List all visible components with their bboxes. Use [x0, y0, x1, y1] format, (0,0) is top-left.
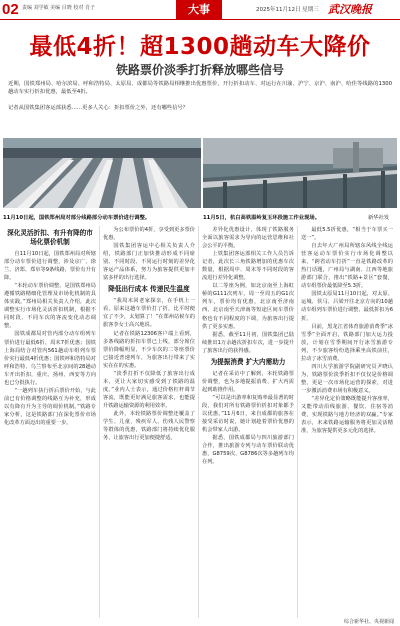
section-heading: 降低出行成本 传递民生温度 [108, 285, 190, 294]
article-column-2 [103, 226, 195, 442]
column-divider [99, 226, 100, 618]
masthead-bar [0, 0, 400, 20]
paragraph: 自去年大广州局所辖东风线全线运营客运动车票价实行市场化调整以来，“跨省动车打折”一直是铁路改革的热门话题，广州局与湖南、江西等地旅游部门联合，推出“铁路+景区”套餐，动车组票价最低降至5.3折。 [301, 243, 393, 290]
page-number: 02 [2, 1, 19, 18]
paragraph: 最低5.5折优惠，“相当于车票买一送一”。 [301, 227, 393, 242]
section-heading: 深化灵活折扣、有升有降的市场化票价机制 [7, 229, 93, 246]
paragraph: 上铁集团客运部相关工作人员告诉记者，此次长三角铁路增加的优惠车次数量，根据周中、周末等不同时段的客流进行差异化调整。 [202, 251, 294, 282]
paragraph: 以二等座为例，如北京南至上海虹桥的G111次列车，周一至周五的G1次列车，票价均有优惠，北京南至济南西、北京南至天津南等短途区间车票价格也有不同程度的下调，为旅客出行提供了更多实惠。 [202, 283, 294, 330]
article-column-1 [4, 226, 96, 427]
photo-railway-construction [203, 138, 397, 208]
paragraph: “可以是出游率和复购率最显著的时段，我们对所有铁路票价折扣对象都予以优惠。”11月6日，来自成都的旅客在接受采访时说，她计划趁着票价优惠的机会带家人出游。 [202, 394, 294, 434]
subheadline: 铁路票价淡季打折释放哪些信号 [115, 63, 284, 77]
paragraph: 为公布票价的4折，享受到更多票价优惠。 [103, 227, 195, 242]
paragraph: 据悉，国铁成都局与四川旅游部门合作，推出旅游专列与动车票价联动优惠，G8759次、G8786次等多趟列车均在列。 [202, 435, 294, 466]
photo-train-station [3, 138, 201, 208]
article-column-4 [301, 226, 393, 435]
paragraph: “我周末回老家探亲，在手机上一看，原来这趟车票价打了折，比平时便宜了不少，太划算了！”在郑州站候车的旅客李女士高兴地说。 [103, 298, 195, 329]
paragraph: 记者在采访中了解到，本轮铁路票价调整，也为多地提振消费、扩大内需起到助推作用。 [202, 370, 294, 393]
paragraph: “一趟列车执行折后票价开始，与此前已有价格调整的线路互为补充，形成以有降有升为主导的调价机制。”铁路专家分析，这是铁路部门在深化票价市场化改革方面迈出的重要一步。 [4, 387, 96, 426]
paragraph: 四川大学旅游学院副研究员尹晓认为，铁路票价淡季折扣不仅仅是价格调整，更是一次市场化运营的探索，对进一步激活消费市场有积极意义。 [301, 363, 393, 394]
column-divider [297, 226, 298, 618]
paragraph: 国铁太原局11月10日起，对太原、运城、侯马、吕梁开往北京方向的10趟动车组列车票价进行调整，最低折扣为6折。 [301, 291, 393, 322]
editor-credits: 责编 刘学敏 美编 目晓 校对 肖子 [22, 5, 95, 11]
section-tag: 大事 [176, 0, 222, 20]
paragraph: “淡季打折不仅降低了旅客出行成本，更让大家切实感受到了铁路的温度。”业内人士表示，通过价格杠杆调节客流，既能更好满足旅客需求，也能提升铁路运输资源的利用效率。 [103, 370, 195, 409]
issue-date: 2025年11月12日 星期三 [256, 7, 319, 13]
paragraph: 国铁集团客运中心相关负责人介绍，铁路部门正加快推动形成不同席别、不同时段、不同运行时刻的差异化客运产品体系，努力为旅客提供更加丰富多样的出行选择。 [103, 243, 195, 282]
intro-note: 记者从国铁集团客运部获悉……更多人关心：折扣票价之外，还有哪些信号？ [8, 105, 189, 111]
paragraph: 目前，黑龙江省体育旅游消费季“冰雪季”全面开启，铁路部门加大运力投放，计划在雪季期间开行冰雪旅游专列，不少旅客纷纷选择乘坐高铁前往，拉动了冰雪消费。 [301, 323, 393, 362]
paragraph: 自11月10日起，国铁郑州局对所辖部分动车票价进行调整，涉及京广、徐兰、济郑、郑阜等9条线路，票价有升有降。 [4, 251, 96, 282]
source-footer: 综合新华社、央视新闻 [343, 619, 394, 625]
article-column-3 [202, 226, 294, 466]
paragraph: 据悉，截至11月初，国铁集团已陆续推出1万余趟次折扣车次，进一步提升了旅客出行的获得感。 [202, 331, 294, 354]
headline: 最低4折！超1300趟动车大降价 [29, 34, 371, 60]
paragraph: “差异化定价策略既能提升客座率，又能带动沿线旅游、餐饮、住宿等消费，实现铁路与地方经济的双赢。”专家表示，未来铁路运输服务将更加灵活精准，为旅客提供更多元化的选择。 [301, 395, 393, 435]
photo-caption-left: 11月10日起，国铁郑州局对部分线路部分动车票价进行调整。 [3, 215, 151, 221]
paper-logo: 武汉晚报 [328, 3, 372, 16]
photo-credit: 新华社发 [368, 215, 390, 221]
photo-caption-right: 11月5日，杭白高铁温岭复玉环段施工作业现场。 [203, 215, 320, 221]
intro-text: 近期，国铁郑州局、哈尔滨局、呼和浩特局、太原局、成都局等铁路局相继推出优惠票价，开行折扣动车、对运行在川渝、沪宁、京沪、南沪、哈佳等线路的1300趟动车实行折扣优惠，最低至4折。 [8, 81, 392, 95]
paragraph: 差异化优惠设计，体现了铁路服务全面以旅客需求为导向的运营思维和社会公平的平衡。 [202, 227, 294, 250]
paragraph: 此外，本轮铁路票价调整还覆盖了学生、儿童、残疾军人、伤残人民警察等群体的优惠，铁路部门将持续优化服务，让旅客出行更加便捷舒适。 [103, 410, 195, 442]
paragraph: “本轮动车票价调整，是国铁郑州局遵循铁路精细化管理及市场化机制的具体实践。”郑州局相关负责人介绍，此次调整实行市场化灵活折扣机制，根据不同时段、不同车次的客流变化动态调整。 [4, 283, 96, 330]
column-divider [198, 226, 199, 618]
paragraph: 记者在铁路12306客户端上看到，多条线路的折扣车票已上线，部分席位票价降幅明显，不少车次的二等座票价已接近普速列车，为旅客出行带来了实实在在的实惠。 [103, 330, 195, 369]
paragraph: 国铁成都局对管内部分动车组列车票价进行最低6折、周末7折优惠；国铁上海局结合对管内561趟动车组列车票价实行最低4折优惠；国铁呼和浩特局对呼和浩特、乌兰察布至北京间的28趟动车开出折扣，重庆、扬州、西安等方向也已分批执行。 [4, 331, 96, 386]
section-heading: 为提振消费 扩大内需助力 [210, 357, 286, 366]
